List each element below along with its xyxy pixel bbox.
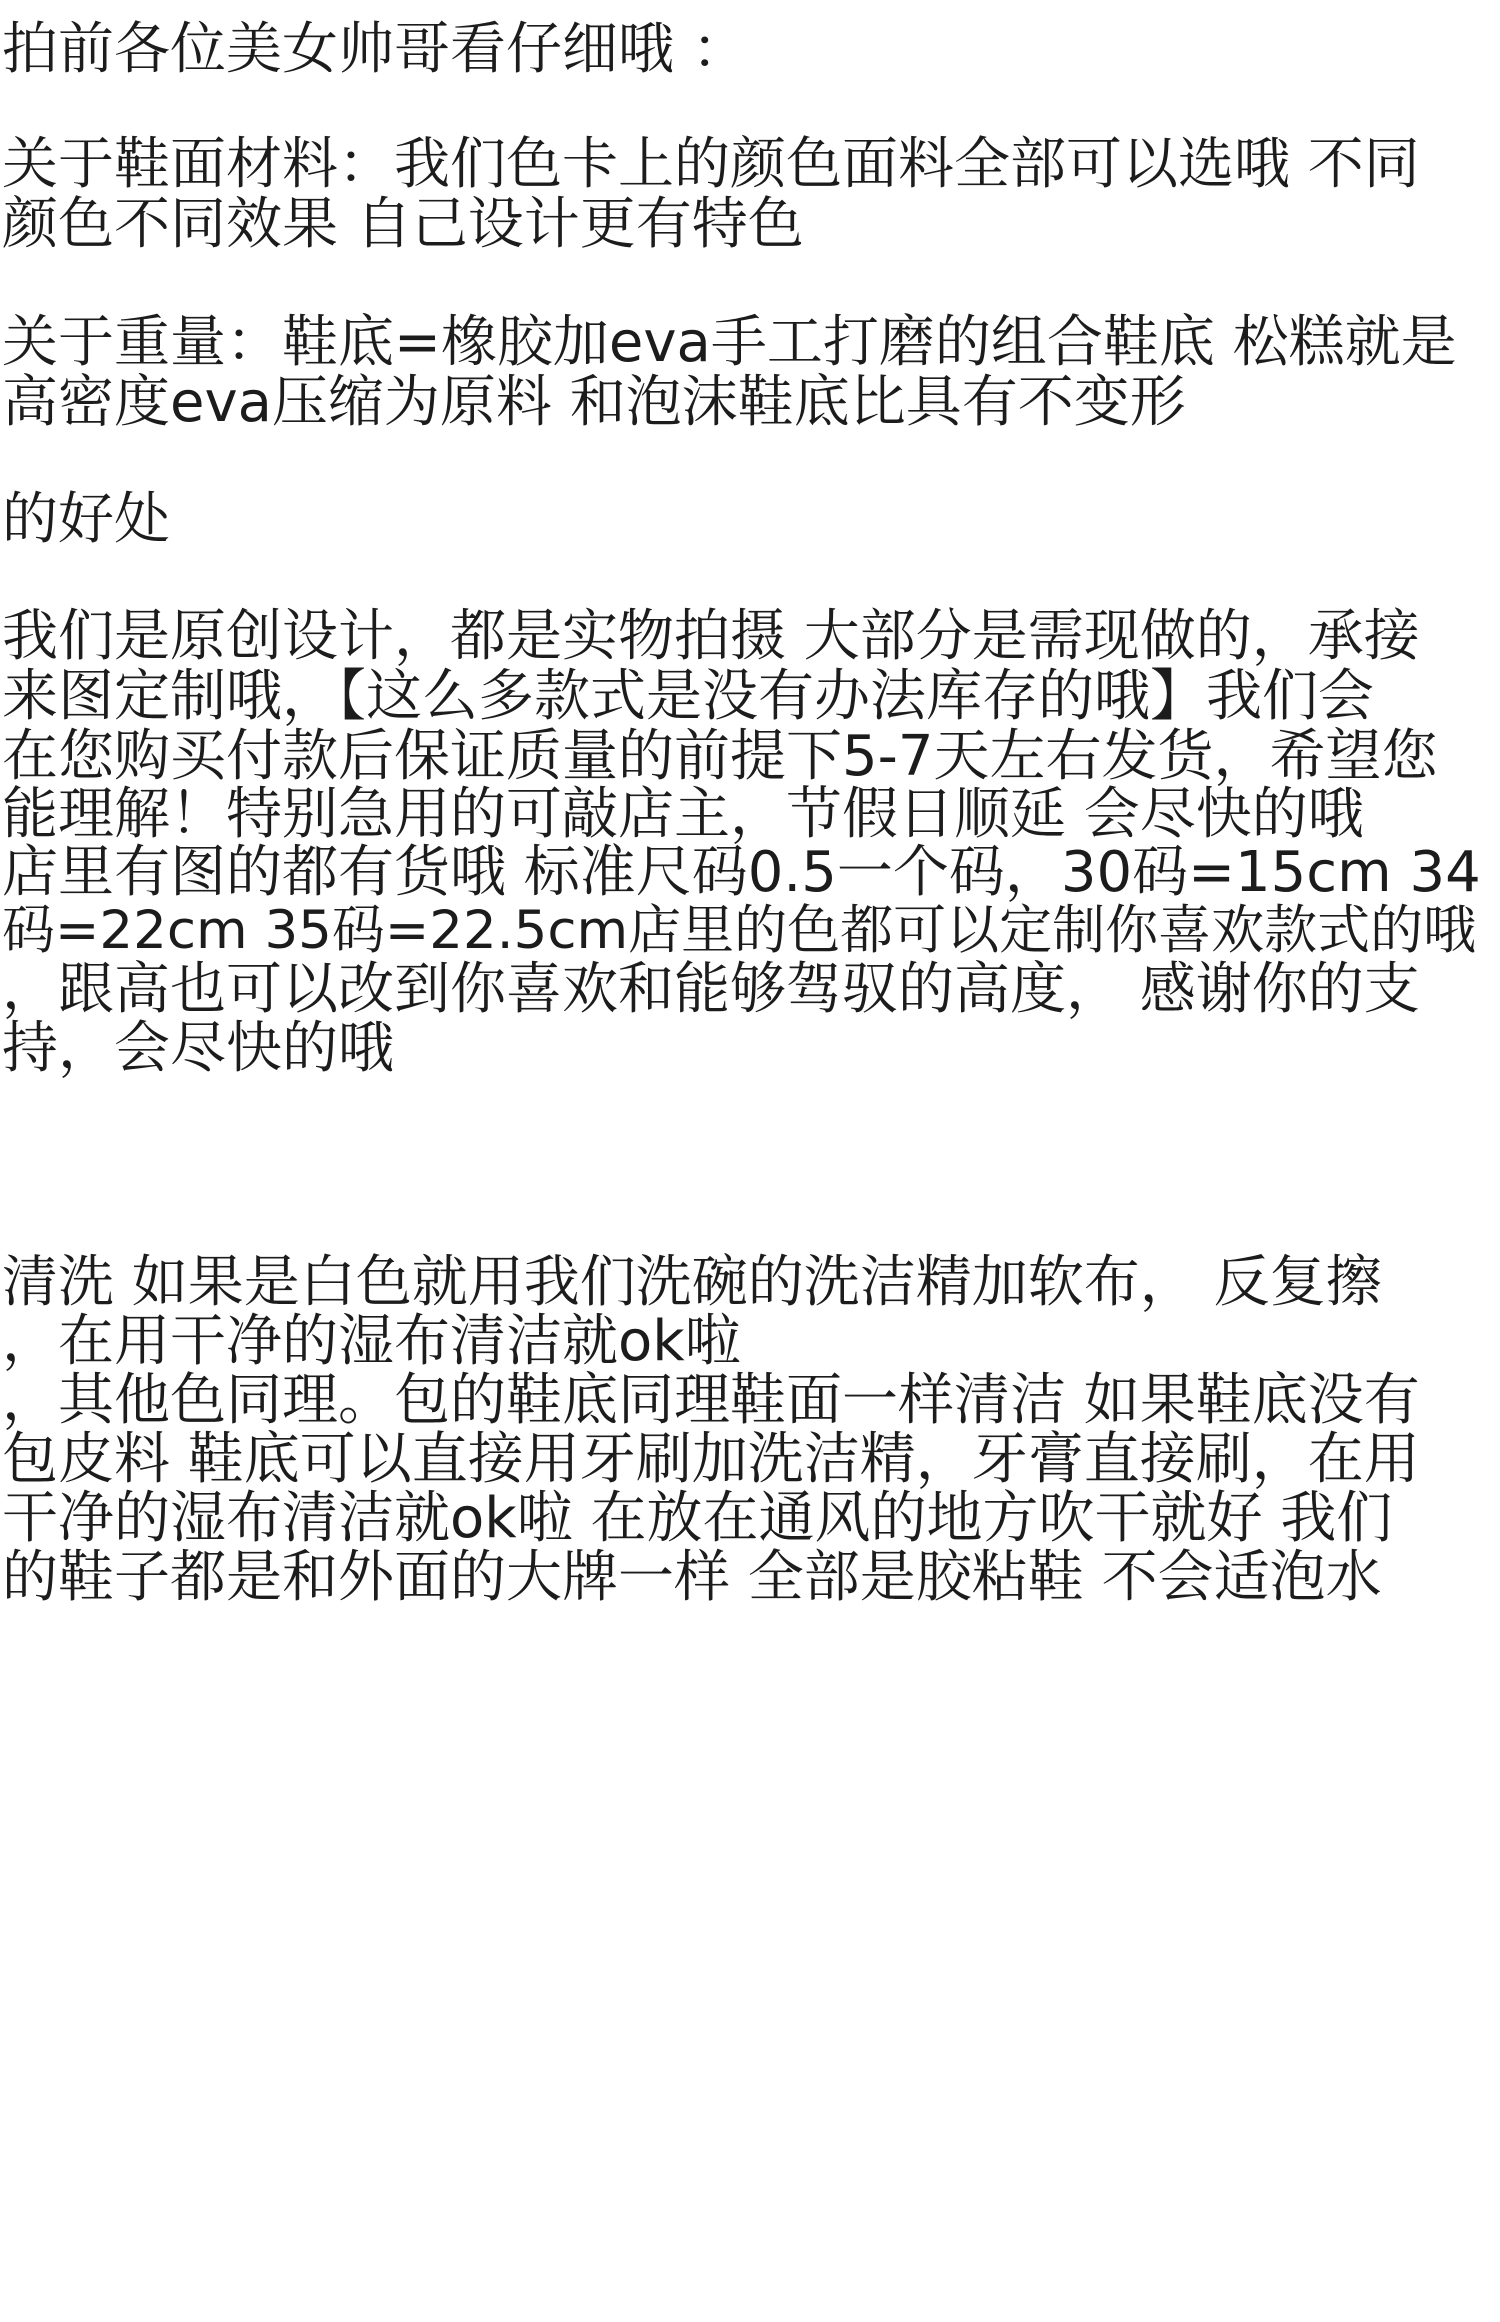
design-line-3: 在您购买付款后保证质量的前提下5-7天左右发货，希望您 xyxy=(2,724,1438,789)
materials-line-1: 关于鞋面材料：我们色卡上的颜色面料全部可以选哦 不同 xyxy=(2,132,1420,197)
cleaning-line-2: ，在用干净的湿布清洁就ok啦 xyxy=(2,1309,741,1374)
cleaning-line-3: ，其他色同理。包的鞋底同理鞋面一样清洁 如果鞋底没有 xyxy=(2,1368,1420,1433)
cleaning-line-6: 的鞋子都是和外面的大牌一样 全部是胶粘鞋 不会适泡水 xyxy=(2,1545,1382,1610)
materials-line-2: 颜色不同效果 自己设计更有特色 xyxy=(2,192,804,257)
cleaning-line-5: 干净的湿布清洁就ok啦 在放在通风的地方吹干就好 我们 xyxy=(2,1486,1393,1551)
cleaning-line-1: 清洗 如果是白色就用我们洗碗的洗洁精加软布， 反复擦 xyxy=(2,1250,1382,1315)
design-line-2: 来图定制哦，【这么多款式是没有办法库存的哦】我们会 xyxy=(2,664,1374,729)
design-line-4: 能理解！特别急用的可敲店主，节假日顺延 会尽快的哦 xyxy=(2,782,1364,847)
weight-line-1: 关于重量：鞋底=橡胶加eva手工打磨的组合鞋底 松糕就是 xyxy=(2,310,1457,375)
design-line-8: 持，会尽快的哦 xyxy=(2,1016,394,1081)
design-line-7: ，跟高也可以改到你喜欢和能够驾驭的高度， 感谢你的支 xyxy=(2,957,1420,1022)
design-line-6: 码=22cm 35码=22.5cm店里的色都可以定制你喜欢款式的哦 xyxy=(2,900,1477,961)
design-line-1: 我们是原创设计，都是实物拍摄 大部分是需现做的，承接 xyxy=(2,604,1420,669)
design-line-5: 店里有图的都有货哦 标准尺码0.5一个码，30码=15cm 34 xyxy=(2,840,1481,905)
benefit-line: 的好处 xyxy=(2,487,170,552)
intro-line: 拍前各位美女帅哥看仔细哦 ： xyxy=(2,17,748,82)
weight-line-2: 高密度eva压缩为原料 和泡沫鞋底比具有不变形 xyxy=(2,370,1186,435)
cleaning-line-4: 包皮料 鞋底可以直接用牙刷加洗洁精，牙膏直接刷，在用 xyxy=(2,1427,1420,1492)
